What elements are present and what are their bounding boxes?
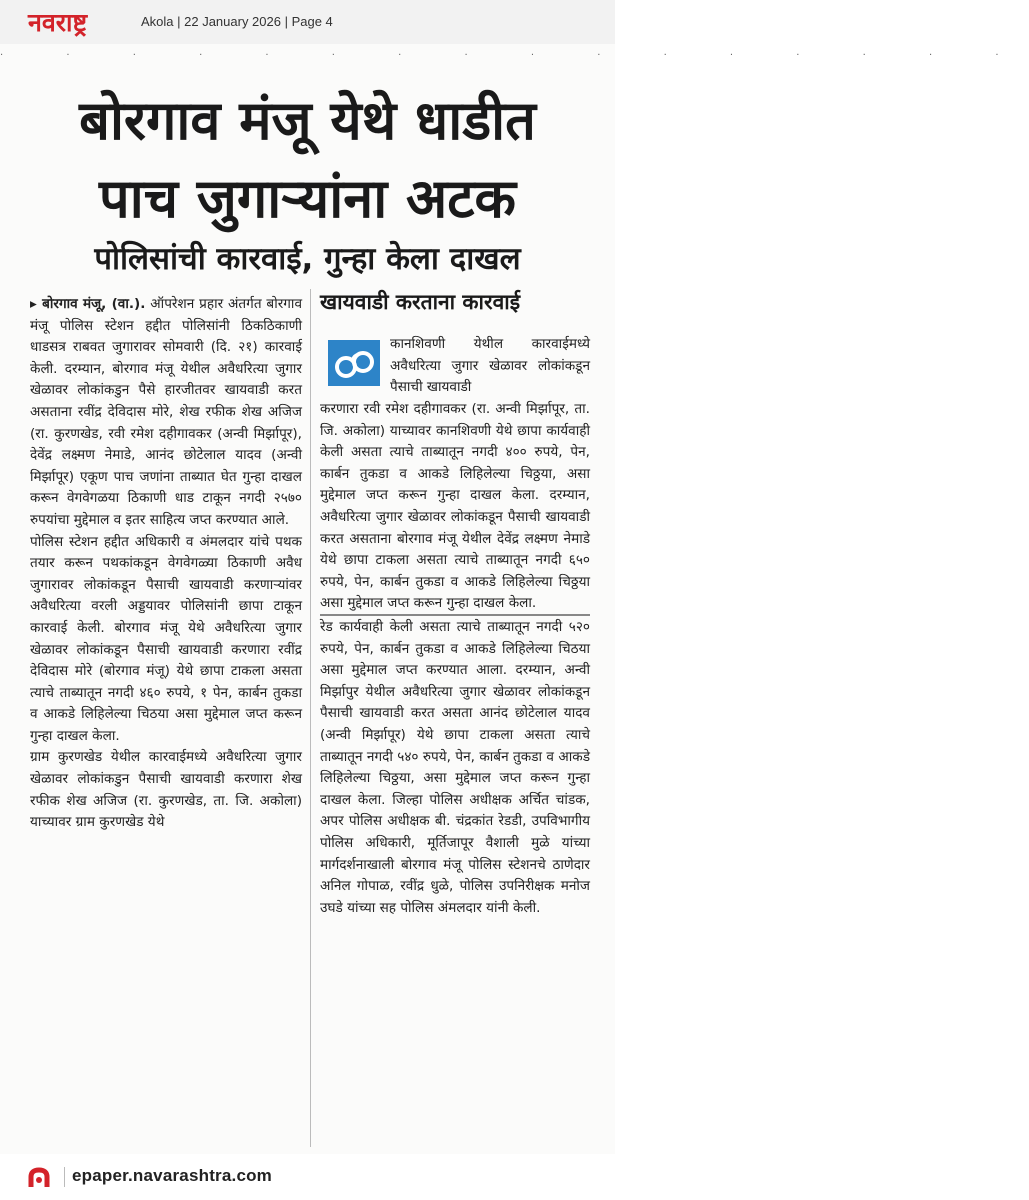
headline-line-1: बोरगाव मंजू येथे धाडीत — [79, 89, 536, 152]
dateline: ▸ बोरगाव मंजू, (वा.). — [30, 296, 146, 312]
newspaper-clipping — [0, 44, 1029, 1154]
section-rule — [320, 614, 590, 616]
navarashtra-logo-icon — [28, 1167, 56, 1189]
newspaper-logo[interactable]: नवराष्ट्र — [28, 8, 88, 37]
page-top-strip: · · · · · · · · · · · · · · · · — [0, 50, 1029, 61]
paragraph-text: ऑपरेशन प्रहार अंतर्गत बोरगाव मंजू पोलिस स्टेशन हद्दीत पोलिसांनी ठिकठिकाणी धाडसत्र राबवत जुगारावर सोमवारी (दि. २१) कारवाई केली. दरम्यान, बोरगाव मंजू येथील अवैधरित्या जुगार खेळावर लोकांकडुन पैसे हारजीतवर खायवाडी करत असताना रवींद्र देविदास मोरे, शेख रफीक शेख अजिज (रा. कुरणखेड, रवी रमेश दहीगावकर (अन्वी मिर्झापूर), देवेंद्र लक्ष्मण नेमाडे, आनंद छोटेलाल यादव (अन्वी मिर्झापूर) एकूण पाच जणांना ताब्यात घेत गुन्हा दाखल करून वेगवेगळया ठिकाणी धाड टाकून नगदी २५७० रुपयांचा मुद्देमाल व इतर साहित्य जप्त करण्यात आले. — [30, 296, 303, 528]
handcuffs-icon — [328, 340, 380, 386]
epaper-link[interactable]: epaper.navarashtra.com — [72, 1166, 272, 1185]
side-heading: खायवाडी करताना कारवाई — [320, 290, 521, 314]
edition-info: Akola | 22 January 2026 | Page 4 — [141, 14, 333, 29]
side-paragraph-intro: कानशिवणी येथील कारवाईमध्ये अवैधरित्या जुगार खेळावर लोकांकडून पैसाची खायवाडी — [390, 336, 590, 396]
article-column-3 — [320, 617, 590, 1147]
footer-divider — [64, 1167, 65, 1187]
side-paragraph: करणारा रवी रमेश दहीगावकर (रा. अन्वी मिर्झापूर, ता. जि. अकोला) याच्यावर कानशिवणी येथे छापा कार्यवाही केली असता त्याचे ताब्यातून नगदी ४०० रुपये, पेन, कार्बन तुकडा व आकडे लिहिलेल्या चिठ्ठया, असा मुद्देमाल जप्त करून गुन्हा दाखल केला. दरम्यान, अवैधरित्या जुगार खेळावर लोकांकडून पैसाची खायवाडी करत असताना बोरगाव मंजू येथील देवेंद्र लक्ष्मण नेमाडे येथे छापा टाकला असता त्याचे ताब्यातून नगदी ६५० रुपये, पेन, कार्बन तुकडा व आकडे लिहिलेल्या चिठ्ठया असा मुद्देमाल जप्त करून गुन्हा दाखल केला. — [320, 401, 590, 612]
paragraph: ग्राम कुरणखेड येथील कारवाईमध्ये अवैधरित्या जुगार खेळावर लोकांकडुन पैसाची खायवाडी करणारा शेख रफीक शेख अजिज (रा. कुरणखेड, ता. जि. अकोला) याच्यावर ग्राम कुरणखेड येथे — [30, 749, 302, 831]
footer — [0, 1154, 615, 1200]
paragraph — [30, 294, 302, 532]
paragraph: रेड कार्यवाही केली असता त्याचे ताब्यातून नगदी ५२० रुपये, पेन, कार्बन तुकडा व आकडे लिहिलेल्या चिठया असा मुद्देमाल जप्त करण्यात आला. दरम्यान, अन्वी मिर्झापुर येथील अवैधरित्या जुगार खेळावर लोकांकडून पैसाची खायवाडी करत असता आनंद छोटेलाल यादव (अन्वी मिर्झापूर) येथे छापा टाकला असता त्याचे ताब्यातून नगदी ५४० रुपये, पेन, कार्बन तुकडा व आकडे लिहिलेल्या चिठ्ठया, असा मुद्देमाल जप्त करून गुन्हा दाखल केला. जिल्हा पोलिस अधीक्षक अर्चित चांडक, अपर पोलिस अधीक्षक बी. चंद्रकांत रेडडी, उपविभागीय पोलिस अधिकारी, मूर्तिजापूर वैशाली मुळे यांच्या मार्गदर्शनाखाली बोरगाव मंजू पोलिस स्टेशनचे ठाणेदार अनिल गोपाळ, रवींद्र धुळे, पोलिस उपनिरीक्षक मनोज उघडे यांच्या सह पोलिस अंमलदार यांनी केली. — [320, 619, 590, 916]
paragraph: पोलिस स्टेशन हद्दीत अधिकारी व अंमलदार यांचे पथक तयार करून पथकांकडून वेगवेगळ्या ठिकाणी अवैध जुगारावर लोकांकडून पैसाची खायवाडी करणाऱ्यांवर अवैधरित्या वरली अड्डयावर पोलिसांनी छापा टाकून कारवाई केली. बोरगाव मंजू येथे अवैधरित्या जुगार खेळावर लोकांकडून पैसाची खायवाडी करणारा रवींद्र देविदास मोरे (बोरगाव मंजू) येथे छापा टाकला असता त्याचे ताब्यातून नगदी ४६० रुपये, १ पेन, कार्बन तुकडा व आकडे लिहिलेल्या चिठया असा मुद्देमाल जप्त करून गुन्हा दाखल केला. — [30, 533, 302, 744]
column-divider — [310, 289, 311, 1147]
top-bar — [0, 0, 615, 44]
subheadline: पोलिसांची कारवाई, गुन्हा केला दाखल — [94, 241, 521, 277]
article-column-1 — [30, 294, 302, 1154]
headline-line-2: पाच जुगाऱ्यांना अटक — [99, 167, 516, 230]
